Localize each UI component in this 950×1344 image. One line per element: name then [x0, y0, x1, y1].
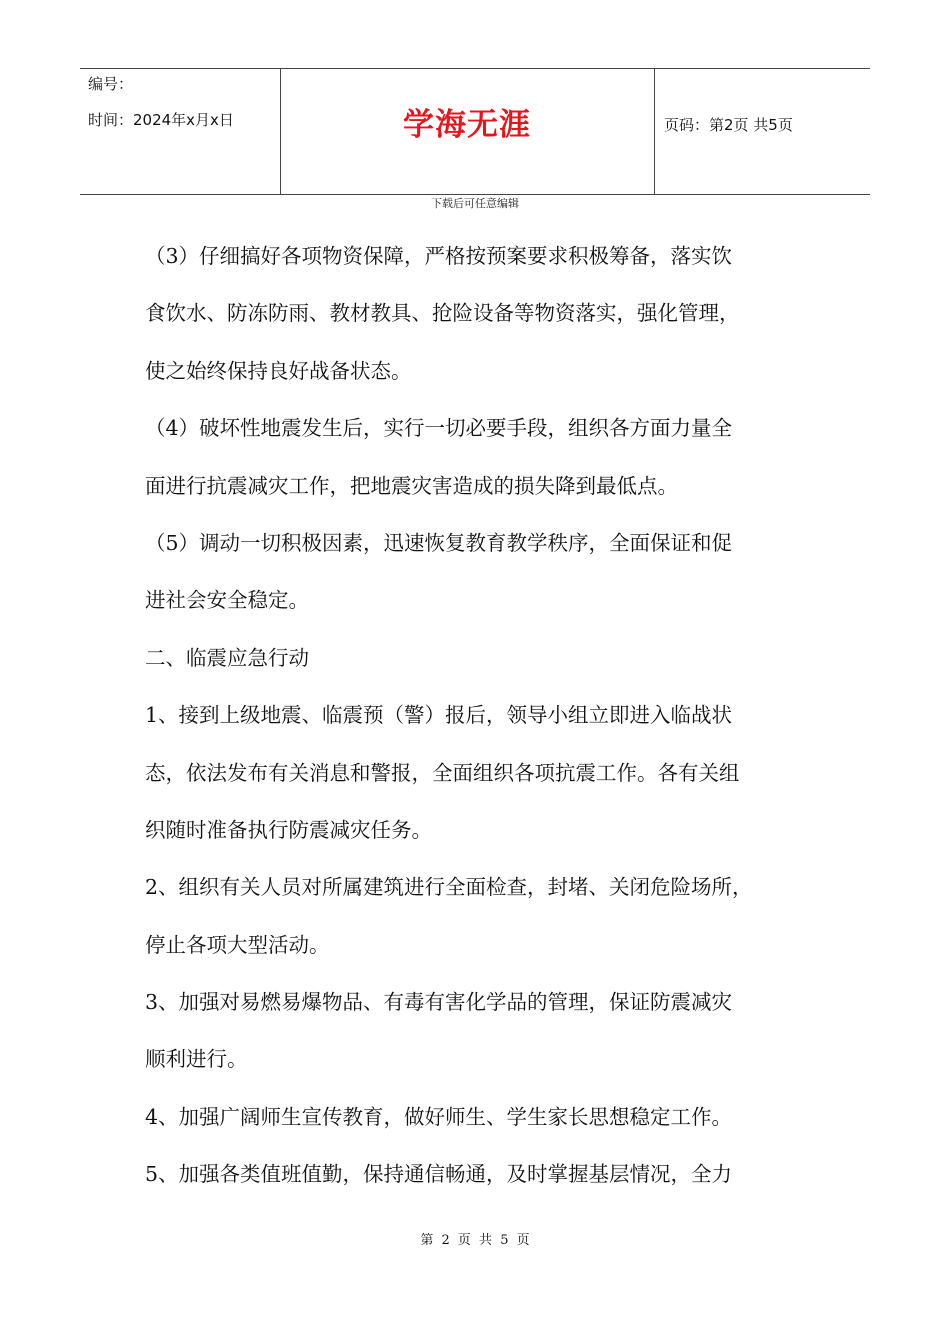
body-line: 5、加强各类值班值勤，保持通信畅通，及时掌握基层情况，全力 [145, 1162, 733, 1187]
header-title: 学海无涯 [403, 107, 531, 143]
body-line: 食饮水、防冻防雨、教材教具、抢险设备等物资落实，强化管理， [145, 301, 740, 326]
serial-number-label: 编号： [88, 75, 134, 93]
body-line: 织随时准备执行防震减灾任务。 [145, 817, 432, 842]
body-line: （5）调动一切积极因素，迅速恢复教育教学秩序，全面保证和促 [145, 530, 733, 555]
edit-note: 下载后可任意编辑 [431, 197, 519, 210]
body-line: 使之始终保持良好战备状态。 [145, 358, 412, 383]
body-line: 停止各项大型活动。 [145, 932, 330, 957]
body-line: 顺利进行。 [145, 1047, 248, 1072]
header-table [80, 68, 870, 195]
body-line: 态，依法发布有关消息和警报，全面组织各项抗震工作。各有关组 [145, 760, 740, 785]
body-line: （3）仔细搞好各项物资保障，严格按预案要求积极筹备，落实饮 [145, 244, 733, 268]
body-line: 1、接到上级地震、临震预（警）报后，领导小组立即进入临战状 [145, 703, 733, 728]
header-divider [654, 69, 655, 194]
body-line: （4）破坏性地震发生后，实行一切必要手段，组织各方面力量全 [145, 416, 733, 441]
body-line: 2、组织有关人员对所属建筑进行全面检查，封堵、关闭危险场所， [145, 875, 753, 900]
page-number-label: 页码：第2页 共5页 [664, 116, 793, 134]
body-line: 面进行抗震减灾工作，把地震灾害造成的损失降到最低点。 [145, 473, 678, 498]
page-footer: 第 2 页 共 5 页 [420, 1233, 530, 1248]
date-label: 时间：2024年x月x日 [88, 111, 234, 129]
body-line: 3、加强对易燃易爆物品、有毒有害化学品的管理，保证防震减灾 [145, 990, 733, 1015]
section-heading: 二、临震应急行动 [145, 645, 309, 670]
document-body [145, 228, 825, 1204]
body-line: 进社会安全稳定。 [145, 588, 309, 613]
body-line: 4、加强广阔师生宣传教育，做好师生、学生家长思想稳定工作。 [145, 1104, 733, 1129]
